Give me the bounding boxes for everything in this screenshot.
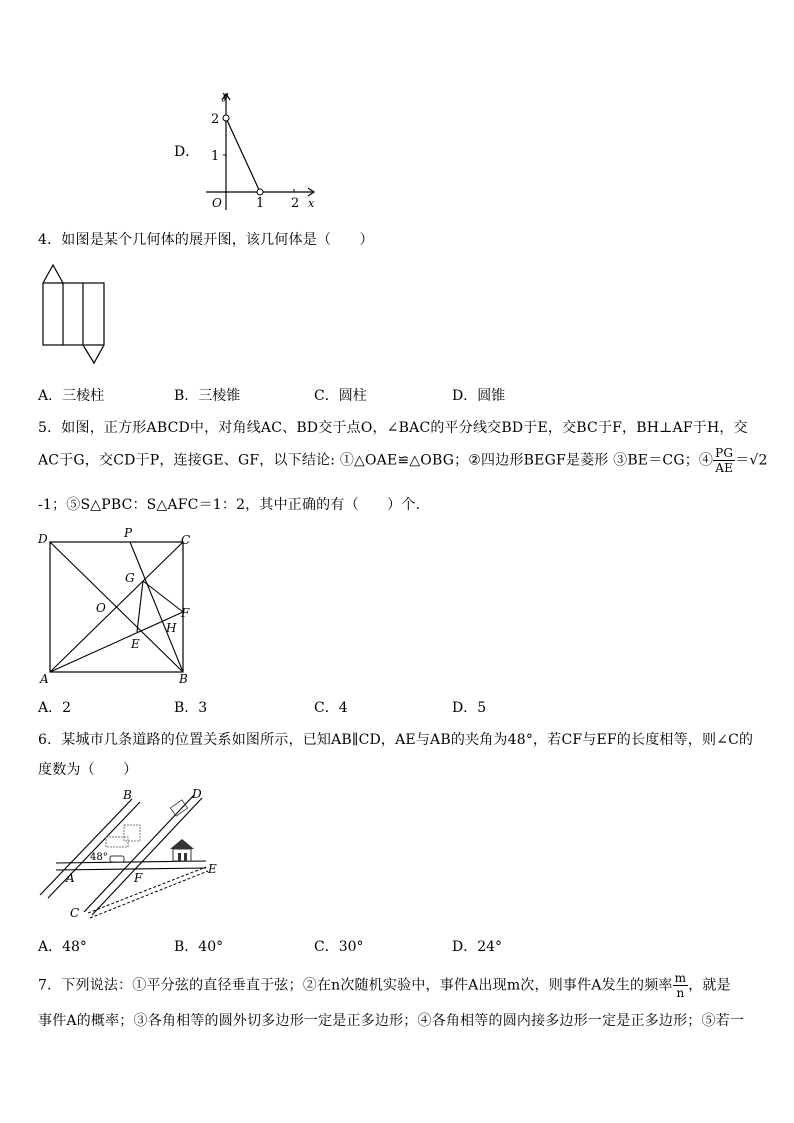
q5-option-d[interactable]: D．5 [452,700,487,716]
svg-text:B: B [123,788,132,802]
q5-option-b[interactable]: B．3 [174,700,208,716]
q6-roads-figure [34,785,234,921]
svg-text:C: C [70,906,80,920]
svg-text:D: D [38,532,48,546]
q4-option-a[interactable]: A．三棱柱 [38,388,105,404]
svg-text:G: G [125,571,135,585]
q6-line1: 6．某城市几条道路的位置关系如图所示，已知AB∥CD，AE与AB的夹角为48°，若CF与EF的长度相等，则∠C的 [38,732,754,748]
q7-line1-end: ，就是 [688,977,731,994]
svg-text:A: A [66,871,75,885]
q5-line3: -1；⑤S△PBC：S△AFC＝1：2，其中正确的有（ ）个． [38,497,430,513]
q5-line2 [38,446,768,475]
q6-option-a[interactable]: A．48° [38,939,87,955]
q5-line2-text: AC于G，交CD于P，连接GE、GF，以下结论: ①△OAE≌△OBG；②四边形BEGF是菱形 ③BE＝CG；④ [38,452,714,469]
q4-option-c[interactable]: C．圆柱 [314,388,367,404]
q6-option-d[interactable]: D．24° [452,939,503,955]
open-point-x [257,189,263,195]
q6-option-c[interactable]: C．30° [314,939,364,955]
svg-text:F: F [181,606,190,620]
svg-text:B: B [179,672,188,686]
svg-text:H: H [166,621,177,635]
tick-x1: 1 [256,196,265,211]
q5-square-figure [36,526,206,686]
tick-y1: 1 [211,149,220,164]
q5-fraction: $\frac{PG}{AE}$ [715,446,734,475]
graph-segment [226,118,260,192]
svg-text:C: C [181,533,191,547]
q5-option-a[interactable]: A．2 [38,700,72,716]
svg-text:48°: 48° [90,852,108,863]
x-axis-label: x [308,197,315,210]
svg-text:D: D [192,787,202,801]
q4-option-b[interactable]: B．三棱锥 [174,388,241,404]
q3-option-d-label[interactable]: D． [174,144,200,160]
q5-line1: 5．如图，正方形ABCD中，对角线AC、BD交于点O，∠BAC的平分线交BD于E，交BC于F，BH⊥AF于H，交 [38,420,748,436]
q7-line1 [38,971,731,1000]
q5-line2-end: ＝√2 [735,452,768,469]
svg-text:A: A [40,672,49,686]
svg-text:E: E [208,862,217,876]
q6-line2: 度数为（ ） [38,762,138,778]
origin-label: O [212,196,222,210]
tick-y2: 2 [211,112,220,127]
svg-text:E: E [131,637,140,651]
svg-text:F: F [134,871,143,885]
open-point-y [223,115,229,121]
q7-line2: 事件A的概率；③各角相等的圆外切多边形一定是正多边形；④各角相等的圆内接多边形一定是正多边形；⑤若一 [38,1013,745,1029]
q5-option-c[interactable]: C．4 [314,700,348,716]
svg-text:P: P [124,526,133,540]
q4-net-figure [38,262,110,366]
q4-option-d[interactable]: D．圆锥 [452,388,506,404]
q6-option-b[interactable]: B．40° [174,939,224,955]
q7-line1-text: 7．下列说法：①平分弦的直径垂直于弦；②在n次随机实验中，事件A出现m次，则事件A发生的频率 [38,977,673,994]
tick-x2: 2 [291,196,300,211]
y-axis-label: y [222,89,229,102]
svg-text:O: O [96,601,106,615]
q3-option-d-graph [196,86,326,214]
q7-fraction: $\frac{m}{n}$ [674,971,687,1000]
q4-stem: 4．如图是某个几何体的展开图，该几何体是（ ） [38,232,374,248]
